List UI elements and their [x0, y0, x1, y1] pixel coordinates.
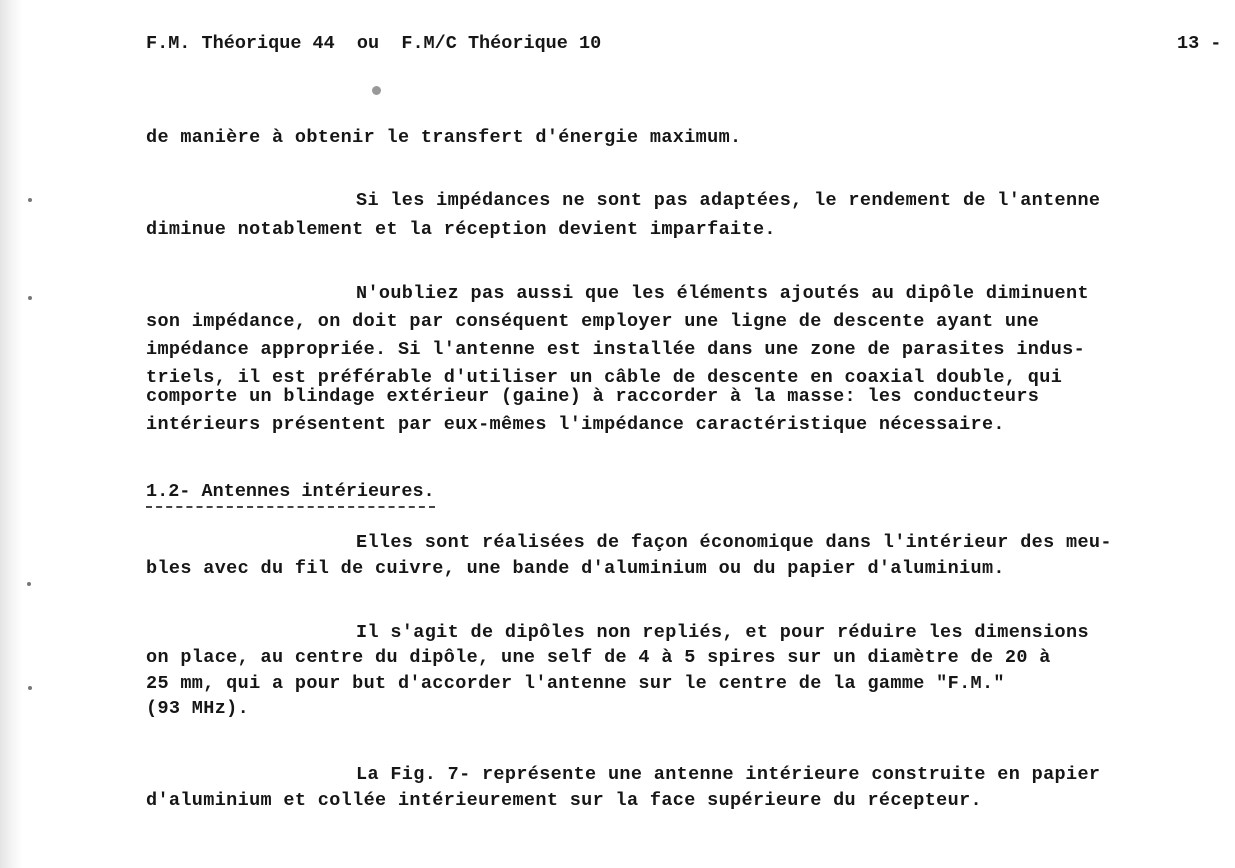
- text-line: Si les impédances ne sont pas adaptées, le rendement de l'antenne: [356, 190, 1101, 211]
- text-line: La Fig. 7- représente une antenne intérieure construite en papier: [356, 764, 1101, 785]
- text-line: triels, il est préférable d'utiliser un câble de descente en coaxial double, qui: [146, 367, 1063, 388]
- punch-mark: [28, 296, 32, 300]
- text-line: Elles sont réalisées de façon économique dans l'intérieur des meu-: [356, 532, 1112, 553]
- text-line: diminue notablement et la réception devient imparfaite.: [146, 219, 776, 240]
- text-line: impédance appropriée. Si l'antenne est installée dans une zone de parasites indus-: [146, 339, 1086, 360]
- text-line: N'oubliez pas aussi que les éléments ajoutés au dipôle diminuent: [356, 283, 1089, 304]
- text-line: comporte un blindage extérieur (gaine) à raccorder à la masse: les conducteurs: [146, 386, 1040, 407]
- text-line: 25 mm, qui a pour but d'accorder l'antenne sur le centre de la gamme "F.M.": [146, 673, 1005, 694]
- text-line: Il s'agit de dipôles non repliés, et pour réduire les dimensions: [356, 622, 1089, 643]
- section-heading: 1.2- Antennes intérieures.: [146, 481, 435, 508]
- text-line: intérieurs présentent par eux-mêmes l'impédance caractéristique nécessaire.: [146, 414, 1005, 435]
- text-line: de manière à obtenir le transfert d'énergie maximum.: [146, 127, 742, 148]
- punch-mark: [27, 582, 31, 586]
- scan-edge-shadow: [0, 0, 22, 868]
- text-line: d'aluminium et collée intérieurement sur la face supérieure du récepteur.: [146, 790, 982, 811]
- text-line: on place, au centre du dipôle, une self de 4 à 5 spires sur un diamètre de 20 à: [146, 647, 1051, 668]
- ink-speck: [372, 86, 381, 95]
- text-line: (93 MHz).: [146, 698, 250, 719]
- punch-mark: [28, 198, 32, 202]
- text-line: son impédance, on doit par conséquent employer une ligne de descente ayant une: [146, 311, 1040, 332]
- punch-mark: [28, 686, 32, 690]
- text-line: bles avec du fil de cuivre, une bande d'aluminium ou du papier d'aluminium.: [146, 558, 1005, 579]
- page-number: 13 -: [1177, 33, 1222, 54]
- page-header-title: F.M. Théorique 44 ou F.M/C Théorique 10: [146, 33, 602, 54]
